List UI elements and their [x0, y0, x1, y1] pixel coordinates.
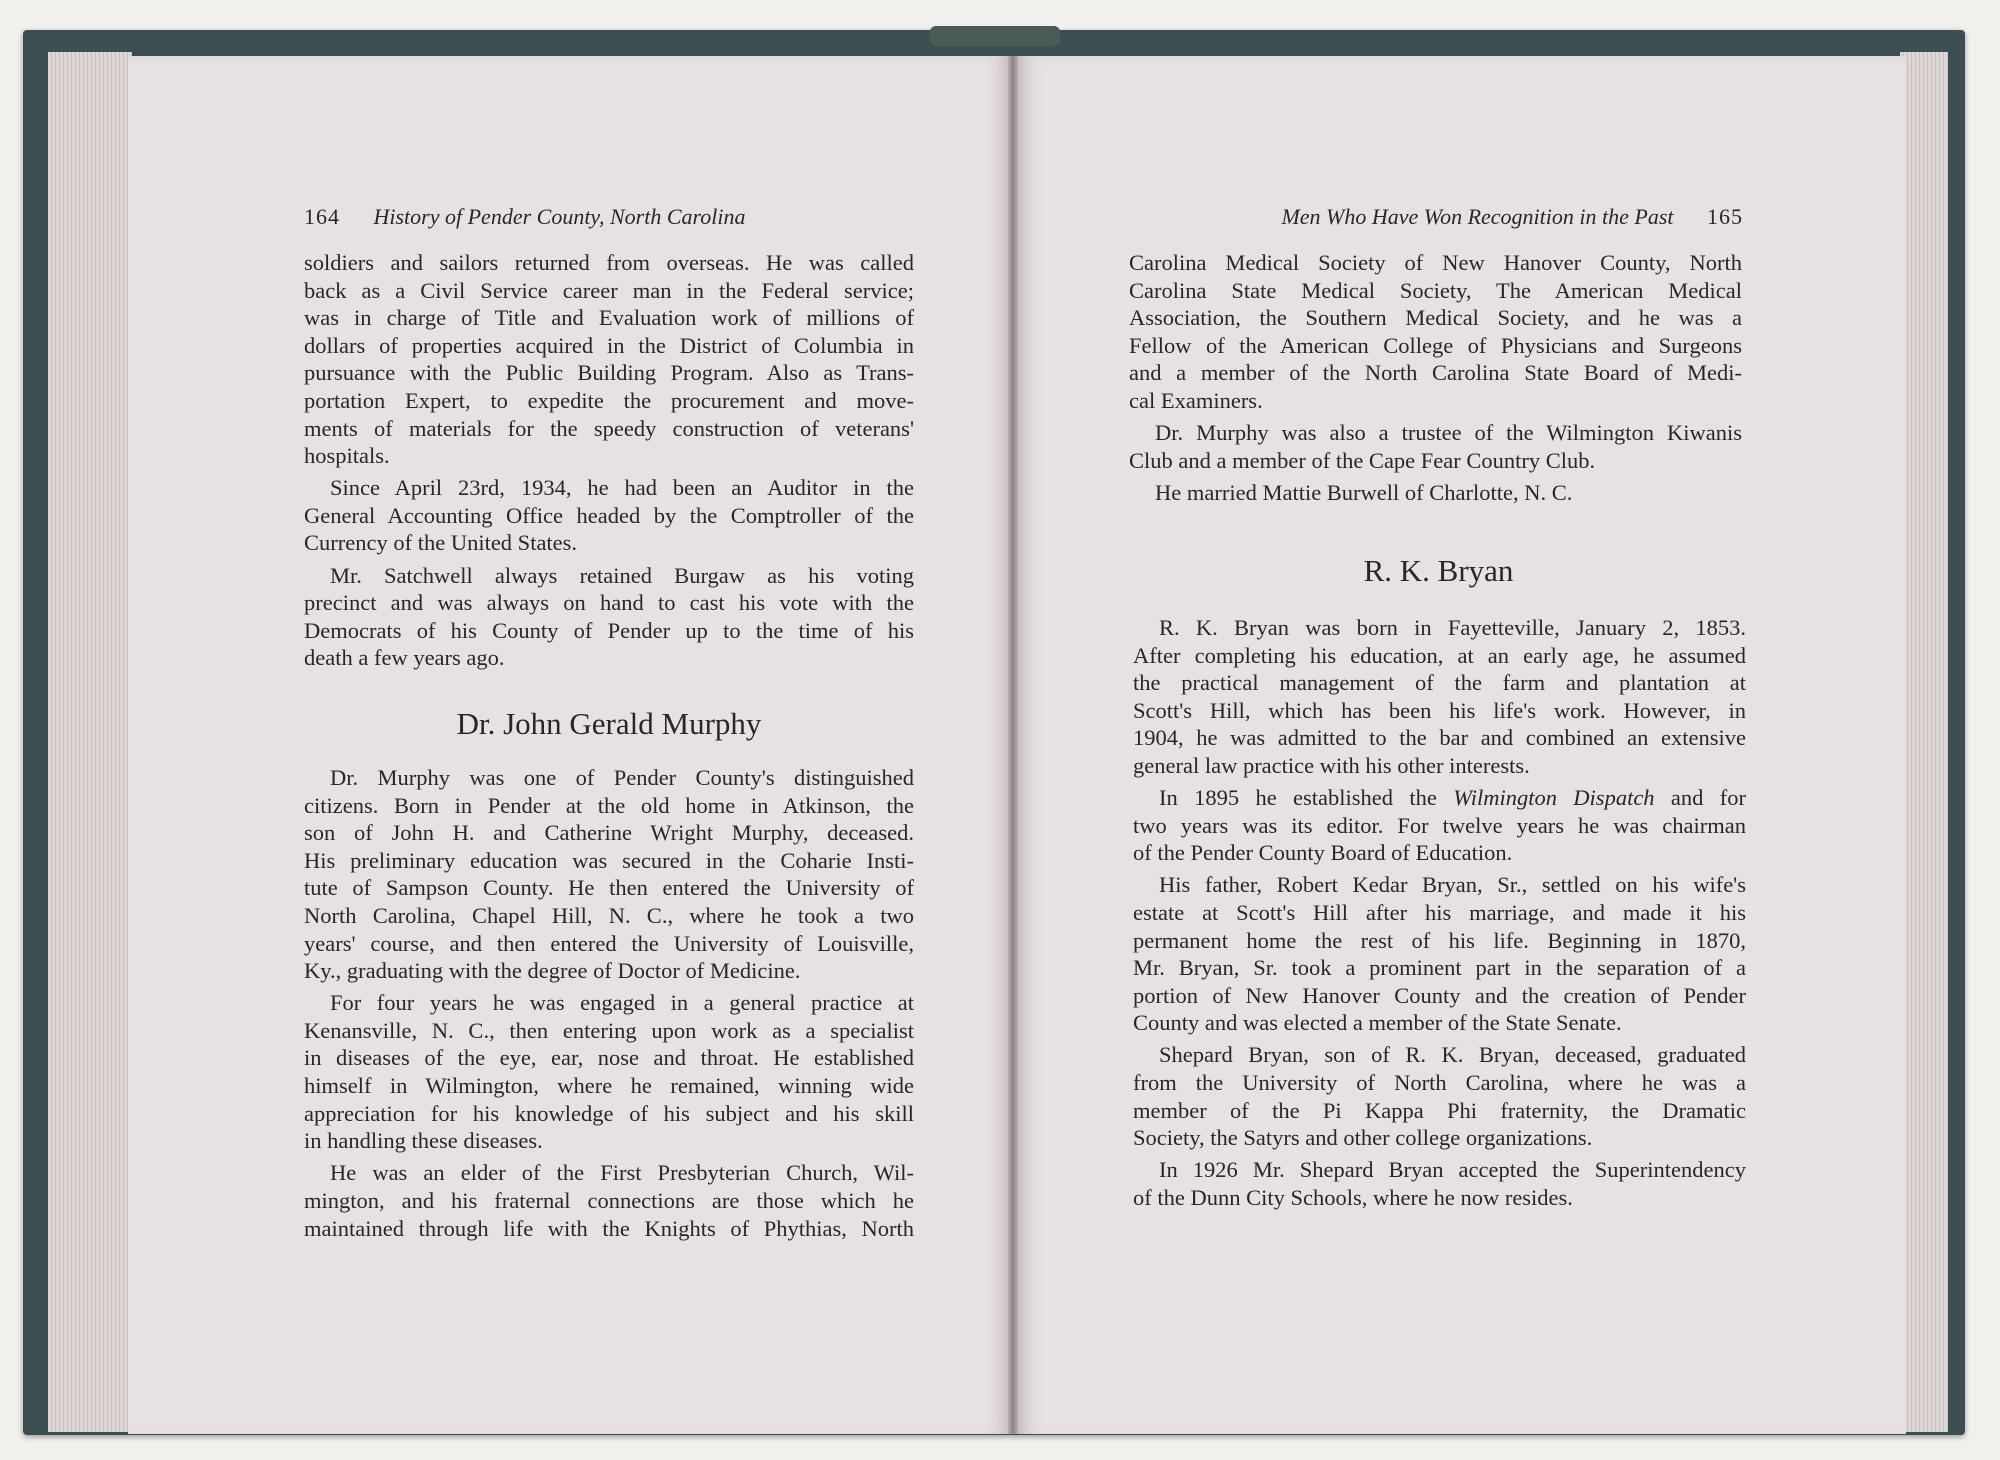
- text-line: His father, Robert Kedar Bryan, Sr., settled on his wife's: [1159, 872, 1746, 898]
- text-line: two years was its editor. For twelve years he was chairman: [1133, 812, 1746, 838]
- page-edges-left: [48, 52, 132, 1432]
- text-line: He married Mattie Burwell of Charlotte, N. C.: [1155, 479, 1573, 505]
- paragraph: [304, 249, 914, 470]
- text-line: of the Dunn City Schools, where he now resides.: [1133, 1184, 1573, 1210]
- text-line: years' course, and then entered the University of Louisville,: [304, 930, 914, 956]
- section-heading: R. K. Bryan: [1363, 553, 1514, 588]
- paragraph: [1129, 479, 1742, 507]
- italic-title: Wilmington Dispatch: [1453, 785, 1655, 811]
- text-line: Kenansville, N. C., then entering upon work as a specialist: [304, 1017, 914, 1043]
- text-line: himself in Wilmington, where he remained, winning wide: [304, 1073, 914, 1099]
- paragraph: [304, 989, 914, 1155]
- left-text-block-1: [304, 249, 914, 672]
- page-number: 164: [304, 204, 340, 229]
- text-line: Dr. Murphy was also a trustee of the Wilmington Kiwanis: [1155, 420, 1742, 446]
- paragraph: [1133, 871, 1746, 1037]
- text-line: Fellow of the American College of Physicians and Surgeons: [1129, 332, 1742, 358]
- paragraph: [1129, 249, 1742, 415]
- text-line: Club and a member of the Cape Fear Country Club.: [1129, 447, 1596, 473]
- book-gutter: [1008, 56, 1018, 1434]
- text-line: dollars of properties acquired in the District of Columbia in: [304, 332, 914, 358]
- text-line: portation Expert, to expedite the procurement and move-: [304, 387, 914, 413]
- text-line: North Carolina, Chapel Hill, N. C., where he took a two: [304, 902, 914, 928]
- text-line: permanent home the rest of his life. Beginning in 1870,: [1133, 927, 1746, 953]
- text-line: 1904, he was admitted to the bar and combined an extensive: [1133, 725, 1746, 751]
- text-line: Ky., graduating with the degree of Doctor of Medicine.: [304, 958, 801, 984]
- paragraph: [1133, 1156, 1746, 1211]
- text-line: Mr. Bryan, Sr. took a prominent part in the separation of a: [1133, 955, 1746, 981]
- text-line: Since April 23rd, 1934, he had been an Auditor in the: [330, 475, 914, 501]
- text-line: [1133, 784, 1746, 812]
- text-line: member of the Pi Kappa Phi fraternity, the Dramatic: [1133, 1097, 1746, 1123]
- text-line: Democrats of his County of Pender up to the time of his: [304, 617, 914, 643]
- book-spine-headband: [930, 26, 1060, 46]
- text-line: Mr. Satchwell always retained Burgaw as his voting: [330, 562, 914, 588]
- paragraph: [304, 1159, 914, 1242]
- text-line: was in charge of Title and Evaluation work of millions of: [304, 305, 914, 331]
- text-line: of the Pender County Board of Education.: [1133, 840, 1513, 866]
- text-line: general law practice with his other interests.: [1133, 752, 1530, 778]
- text-line: citizens. Born in Pender at the old home in Atkinson, the: [304, 792, 914, 818]
- text-line: in handling these diseases.: [304, 1128, 543, 1154]
- text-line: R. K. Bryan was born in Fayetteville, January 2, 1853.: [1159, 615, 1746, 640]
- paragraph: [1129, 419, 1742, 474]
- text-line: from the University of North Carolina, where he was a: [1133, 1070, 1746, 1095]
- text-line: County and was elected a member of the State Senate.: [1133, 1010, 1622, 1036]
- text-line: hospitals.: [304, 443, 390, 469]
- text-line: Carolina Medical Society of New Hanover County, North: [1129, 250, 1742, 275]
- left-page-header: [304, 202, 745, 232]
- section-heading: Dr. John Gerald Murphy: [456, 706, 762, 741]
- text-line: Society, the Satyrs and other college organizations.: [1133, 1125, 1593, 1151]
- text-line: estate at Scott's Hill after his marriage, and made it his: [1133, 899, 1746, 925]
- text-segment: In 1895 he established the: [1159, 785, 1454, 811]
- paragraph: [1133, 784, 1746, 867]
- paragraph: [1133, 1041, 1746, 1151]
- right-text-block-1: [1129, 249, 1742, 506]
- text-line: General Accounting Office headed by the Comptroller of the: [304, 502, 914, 528]
- text-line: After completing his education, at an early age, he assumed: [1133, 642, 1746, 668]
- right-page-header: [1130, 202, 1743, 232]
- text-line: death a few years ago.: [304, 645, 505, 671]
- text-segment: and for: [1654, 785, 1746, 811]
- text-line: appreciation for his knowledge of his subject and his skill: [304, 1100, 914, 1126]
- running-title: Men Who Have Won Recognition in the Past: [1281, 204, 1674, 229]
- text-line: soldiers and sailors returned from overseas. He was called: [304, 250, 914, 275]
- text-line: For four years he was engaged in a general practice at: [330, 990, 914, 1016]
- text-line: Association, the Southern Medical Society, and he was a: [1129, 305, 1742, 331]
- paragraph: [1133, 614, 1746, 780]
- text-line: Shepard Bryan, son of R. K. Bryan, deceased, graduated: [1159, 1042, 1746, 1068]
- text-line: back as a Civil Service career man in the Federal service;: [304, 277, 914, 303]
- text-line: and a member of the North Carolina State Board of Medi-: [1129, 360, 1742, 386]
- page-edges-right: [1900, 52, 1948, 1432]
- paragraph: [304, 764, 914, 985]
- text-line: pursuance with the Public Building Program. Also as Trans-: [304, 360, 914, 386]
- text-line: His preliminary education was secured in the Coharie Insti-: [304, 847, 914, 873]
- text-line: ments of materials for the speedy construction of veterans': [304, 415, 914, 441]
- text-line: son of John H. and Catherine Wright Murphy, deceased.: [304, 820, 914, 846]
- text-line: the practical management of the farm and plantation at: [1133, 670, 1746, 696]
- text-line: Dr. Murphy was one of Pender County's distinguished: [330, 765, 914, 790]
- text-line: He was an elder of the First Presbyterian Church, Wil-: [330, 1160, 914, 1186]
- running-title: History of Pender County, North Carolina: [373, 204, 746, 229]
- text-line: In 1926 Mr. Shepard Bryan accepted the Superintendency: [1159, 1157, 1746, 1183]
- text-line: cal Examiners.: [1129, 387, 1263, 413]
- text-line: Currency of the United States.: [304, 530, 578, 556]
- text-line: Scott's Hill, which has been his life's work. However, in: [1133, 697, 1746, 723]
- text-line: mington, and his fraternal connections are those which he: [304, 1187, 914, 1213]
- page-number: 165: [1707, 204, 1743, 229]
- paragraph: [304, 474, 914, 557]
- text-line: Carolina State Medical Society, The American Medical: [1129, 277, 1742, 303]
- left-text-block-2: [304, 764, 914, 1242]
- text-line: precinct and was always on hand to cast his vote with the: [304, 590, 914, 616]
- right-text-block-2: [1133, 614, 1746, 1211]
- text-line: portion of New Hanover County and the creation of Pender: [1133, 982, 1746, 1008]
- text-line: in diseases of the eye, ear, nose and throat. He established: [304, 1045, 914, 1071]
- paragraph: [304, 562, 914, 672]
- text-line: maintained through life with the Knights of Phythias, North: [304, 1215, 914, 1241]
- text-line: tute of Sampson County. He then entered the University of: [304, 875, 914, 901]
